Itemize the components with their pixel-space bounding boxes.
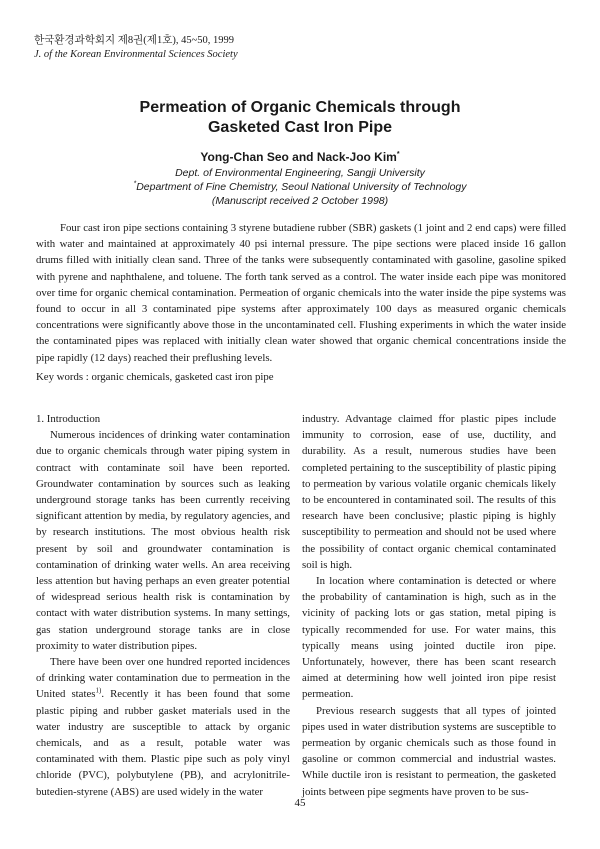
author-list [0,150,600,165]
abstract: Four cast iron pipe sections containing 3 styrene butadiene rubber (SBR) gaskets (1 joint and 2 end caps) were filled with water and maintained at approximately 40 psi internal pressure. The pipe sections were placed inside 16 gallon drums filled with initially clean sand. Three of the tanks were subsequently contaminated with gasoline, gasoline spiked with pyrene and naphthalene, and toluene. The forth tank served as a control. The water inside each pipe was monitored over time for organic chemical contamination. Permeation of organic chemicals into the water inside the pipe systems was found to occur in all 3 contaminated pipe systems after approximately 100 days as measured organic chemicals concentrations were significantly above those in the uncontaminated cell. Flushing experiments in which the water inside the contaminated pipes was replaced with initially clean water showed that organic chemical concentrations inside the pipe rapidly (12 days) reached their preflushing levels. [36,222,566,364]
body-column-left [36,411,290,800]
title-line-2: Gasketed Cast Iron Pipe [207,119,393,136]
affiliation-marker: * [133,180,137,188]
affiliations [0,166,600,208]
reference-marker: 1) [95,686,102,695]
page-number: 45 [294,797,306,809]
journal-citation-korean: 한국환경과학회지 제8권(제1호), 45~50, 1999 [34,35,235,46]
journal-header [34,34,238,62]
journal-name-english: J. of the Korean Environmental Sciences Society [34,49,238,60]
paragraph [36,654,290,800]
author-names: Yong-Chan Seo and Nack-Joo Kim [200,150,397,164]
affiliation-2 [0,180,600,194]
body-column-right [302,411,556,800]
paper-title [0,98,600,138]
paragraph-text: . Recently it has been found that some plastic piping and rubber gasket materials used in the water industry are susceptible to attack by organic chemicals, and as a result, potable water was contaminated with them. Plastic pipe such as poly vinyl chloride (PVC), polybutylene (PB), and acrylonitrile-butedien-styrene (ABS) are used widely in the water [36,688,290,798]
section-heading-introduction: 1. Introduction [36,413,101,425]
keywords: Key words : organic chemicals, gasketed cast iron pipe [36,371,274,383]
manuscript-received: (Manuscript received 2 October 1998) [211,195,389,207]
paragraph-text: There have been over one hundred reported incidences of drinking water contamination due to permeation in the United states [36,656,290,701]
author-affiliation-marker: * [396,151,400,158]
paragraph: industry. Advantage claimed ffor plastic pipes include immunity to corrosion, ease of use, ductility, and durability. As a result, numerous studies have been completed pertaining to the susceptibility of plastic piping to permeation by various volatile organic chemicals likely to be encountered in contaminated soil. The results of this research have been conclusive; plastic piping is highly susceptibility to permeation and should not be used where the possibility of contact organic chemical contaminated soil is high. [302,413,556,571]
title-line-1: Permeation of Organic Chemicals through [139,99,461,116]
paragraph: In location where contamination is detected or where the probability of cantamination is high, such as in the vicinity of packing lots or gas station, metal piping is typically recommended for use. For water mains, this typically means using jointed ductile iron pipe. Unfortunately, however, there has been scant research aimed at determining how well jointed iron pipe resist permeation. [302,575,556,701]
affiliation-1: Dept. of Environmental Engineering, Sangji University [175,167,425,179]
paragraph: Previous research suggests that all types of jointed pipes used in water distribution systems are susceptible to permeation by organic chemicals such as those found in gasoline or common commercial and industrial wastes. While ductile iron is resistant to permeation, the gasketed joints between pipe segments have proven to be sus- [302,704,556,798]
affiliation-2-text: Department of Fine Chemistry, Seoul National University of Technology [136,181,467,193]
paragraph: Numerous incidences of drinking water contamination due to organic chemicals through water piping system in contract with contaminate soil have been reported. Groundwater contamination by sources such as leaking underground storage tanks has been currently receiving significant attention by media, by regulatory agencies, and by research institutions. The most obvious health risk present by soil and groundwater contamination is contamination of drinking water wells. An area receiving less attention but having perhaps an even greater potential of widespread serious health risk is contamination by contact with water distribution systems. In many settings, gas station underground storage tanks are in close proximity to water distribution pipes. [36,429,290,652]
